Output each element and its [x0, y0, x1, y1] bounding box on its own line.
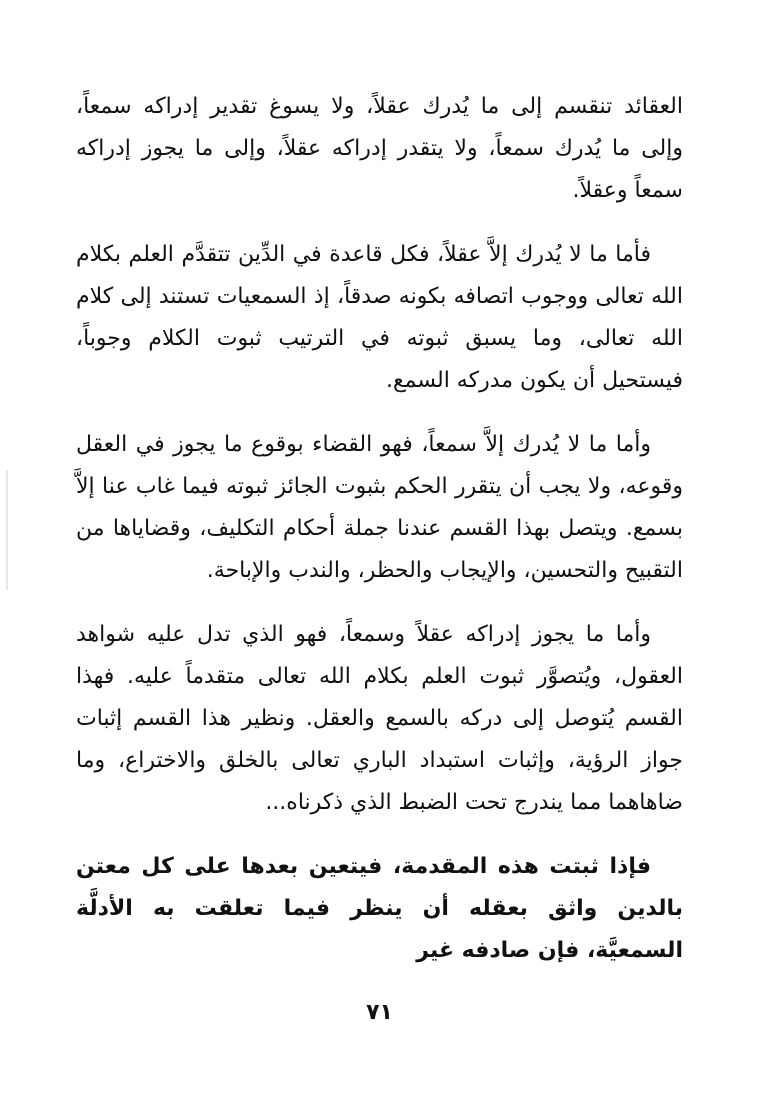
- body-text: [76, 86, 683, 994]
- paragraph-2: فأما ما لا يُدرك إلاَّ عقلاً، فكل قاعدة في الدِّين تتقدَّم العلم بكلام الله تعالى ووجوب اتصافه بكونه صدقاً، إذ السمعيات تستند إلى كلام الله تعالى، وما يسبق ثبوته في الترتيب ثبوت الكلام وجوباً، فيستحيل أن يكون مدركه السمع.: [76, 242, 683, 393]
- paragraph-1: العقائد تنقسم إلى ما يُدرك عقلاً، ولا يسوغ تقدير إدراكه سمعاً، وإلى ما يُدرك سمعاً، ولا يتقدر إدراكه عقلاً، وإلى ما يجوز إدراكه سمعاً وعقلاً.: [76, 94, 683, 203]
- page-number: ٧١: [366, 1000, 393, 1025]
- paragraph-5: فإذا ثبتت هذه المقدمة، فيتعين بعدها على كل معتن بالدين واثق بعقله أن ينظر فيما تعلقت به الأدلَّة السمعيَّة، فإن صادفه غير: [76, 854, 683, 963]
- paragraph-3: وأما ما لا يُدرك إلاَّ سمعاً، فهو القضاء بوقوع ما يجوز في العقل وقوعه، ولا يجب أن يتقرر الحكم بثبوت الجائز ثبوته فيما غاب عنا إلاَّ بسمع. ويتصل بهذا القسم عندنا جملة أحكام التكليف، وقضاياها من التقبيح والتحسين، والإيجاب والحظر، والندب والإباحة.: [76, 432, 683, 583]
- page-edge-shadow: [6, 470, 8, 590]
- paragraph-4: وأما ما يجوز إدراكه عقلاً وسمعاً، فهو الذي تدل عليه شواهد العقول، ويُتصوَّر ثبوت العلم بكلام الله تعالى متقدماً عليه. فهذا القسم يُتوصل إلى دركه بالسمع والعقل. ونظير هذا القسم إثبات جواز الرؤية، وإثبات استبداد الباري تعالى بالخلق والاختراع، وما ضاهاهما مما يندرج تحت الضبط الذي ذكرناه...: [76, 622, 683, 815]
